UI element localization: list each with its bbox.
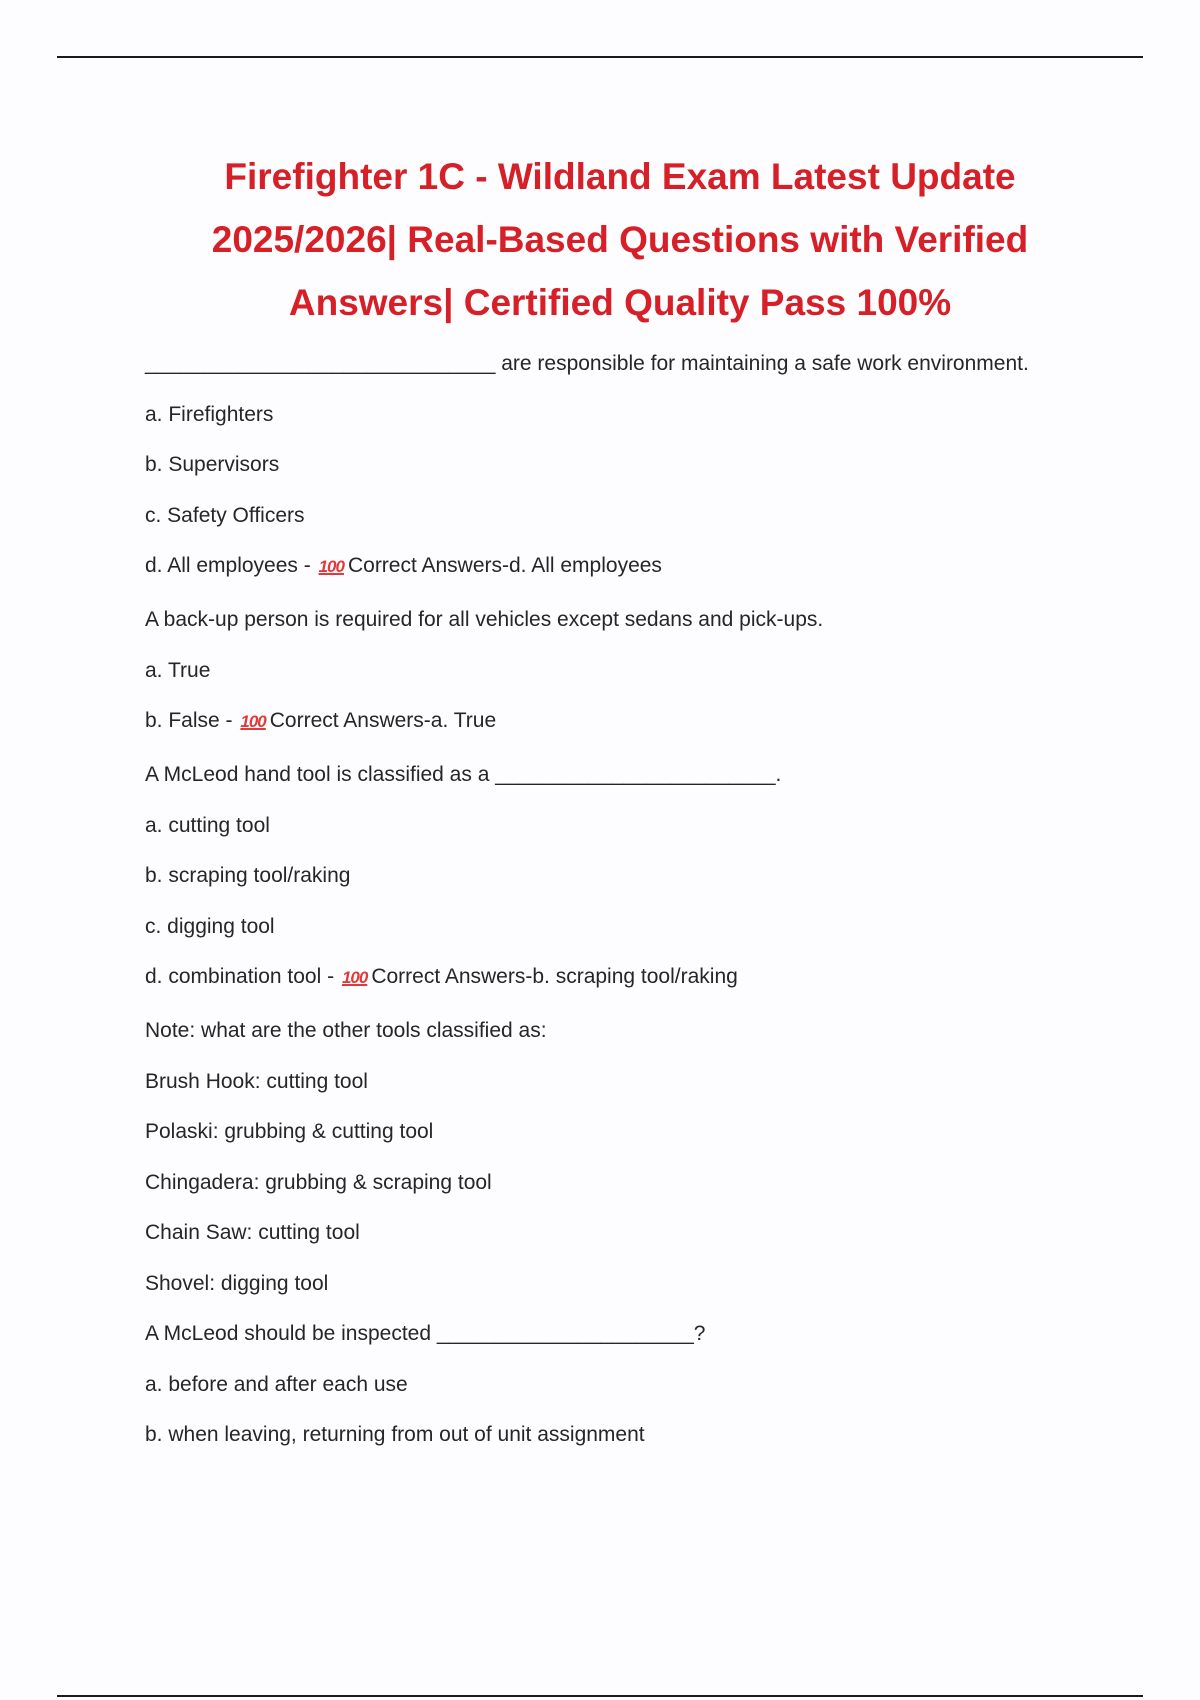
correct-answer-text: Correct Answers-b. scraping tool/raking bbox=[371, 965, 738, 988]
answer-line bbox=[145, 703, 1145, 757]
note-line: Brush Hook: cutting tool bbox=[145, 1069, 368, 1093]
note-line: Note: what are the other tools classified as: bbox=[145, 1019, 547, 1042]
answer-line bbox=[145, 959, 1145, 1013]
option-line: c. digging tool bbox=[145, 914, 275, 938]
hundred-points-icon: 100 bbox=[318, 557, 344, 576]
note-line: Polaski: grubbing & cutting tool bbox=[145, 1120, 434, 1143]
option-line: c. Safety Officers bbox=[145, 503, 305, 527]
option-line: a. True bbox=[145, 658, 211, 682]
bottom-rule bbox=[57, 1695, 1143, 1697]
note-line: Chingadera: grubbing & scraping tool bbox=[145, 1170, 492, 1194]
correct-answer-text: Correct Answers-a. True bbox=[269, 709, 497, 732]
correct-answer-text: Correct Answers-d. All employees bbox=[347, 554, 662, 577]
question-text: A McLeod should be inspected ______________________? bbox=[145, 1322, 706, 1345]
option-line: a. cutting tool bbox=[145, 813, 270, 837]
question-text: ______________________________ are responsible for maintaining a safe work environment. bbox=[145, 352, 1029, 375]
document-title bbox=[140, 145, 1100, 334]
hundred-points-icon: 100 bbox=[240, 712, 266, 731]
question-list bbox=[145, 346, 1145, 1468]
option-line: b. Supervisors bbox=[145, 453, 280, 476]
option-text: b. False - bbox=[145, 709, 239, 732]
option-line: b. when leaving, returning from out of unit assignment bbox=[145, 1423, 645, 1446]
title-line-3: Answers| Certified Quality Pass 100% bbox=[288, 282, 952, 323]
note-line: Chain Saw: cutting tool bbox=[145, 1221, 360, 1244]
title-line-2: 2025/2026| Real-Based Questions with Verified bbox=[211, 219, 1029, 260]
question-text: A McLeod hand tool is classified as a ________________________. bbox=[145, 763, 782, 786]
hundred-points-icon: 100 bbox=[341, 968, 368, 987]
option-line: b. scraping tool/raking bbox=[145, 864, 351, 887]
title-line-1: Firefighter 1C - Wildland Exam Latest Update bbox=[224, 156, 1016, 197]
note-line: Shovel: digging tool bbox=[145, 1271, 329, 1295]
option-line: a. before and after each use bbox=[145, 1372, 408, 1396]
option-line: a. Firefighters bbox=[145, 402, 274, 426]
top-rule bbox=[57, 56, 1143, 58]
option-text: d. All employees - bbox=[145, 554, 317, 577]
option-text: d. combination tool - bbox=[145, 965, 340, 988]
answer-line bbox=[145, 548, 1145, 602]
question-text: A back-up person is required for all vehicles except sedans and pick-ups. bbox=[145, 608, 824, 631]
